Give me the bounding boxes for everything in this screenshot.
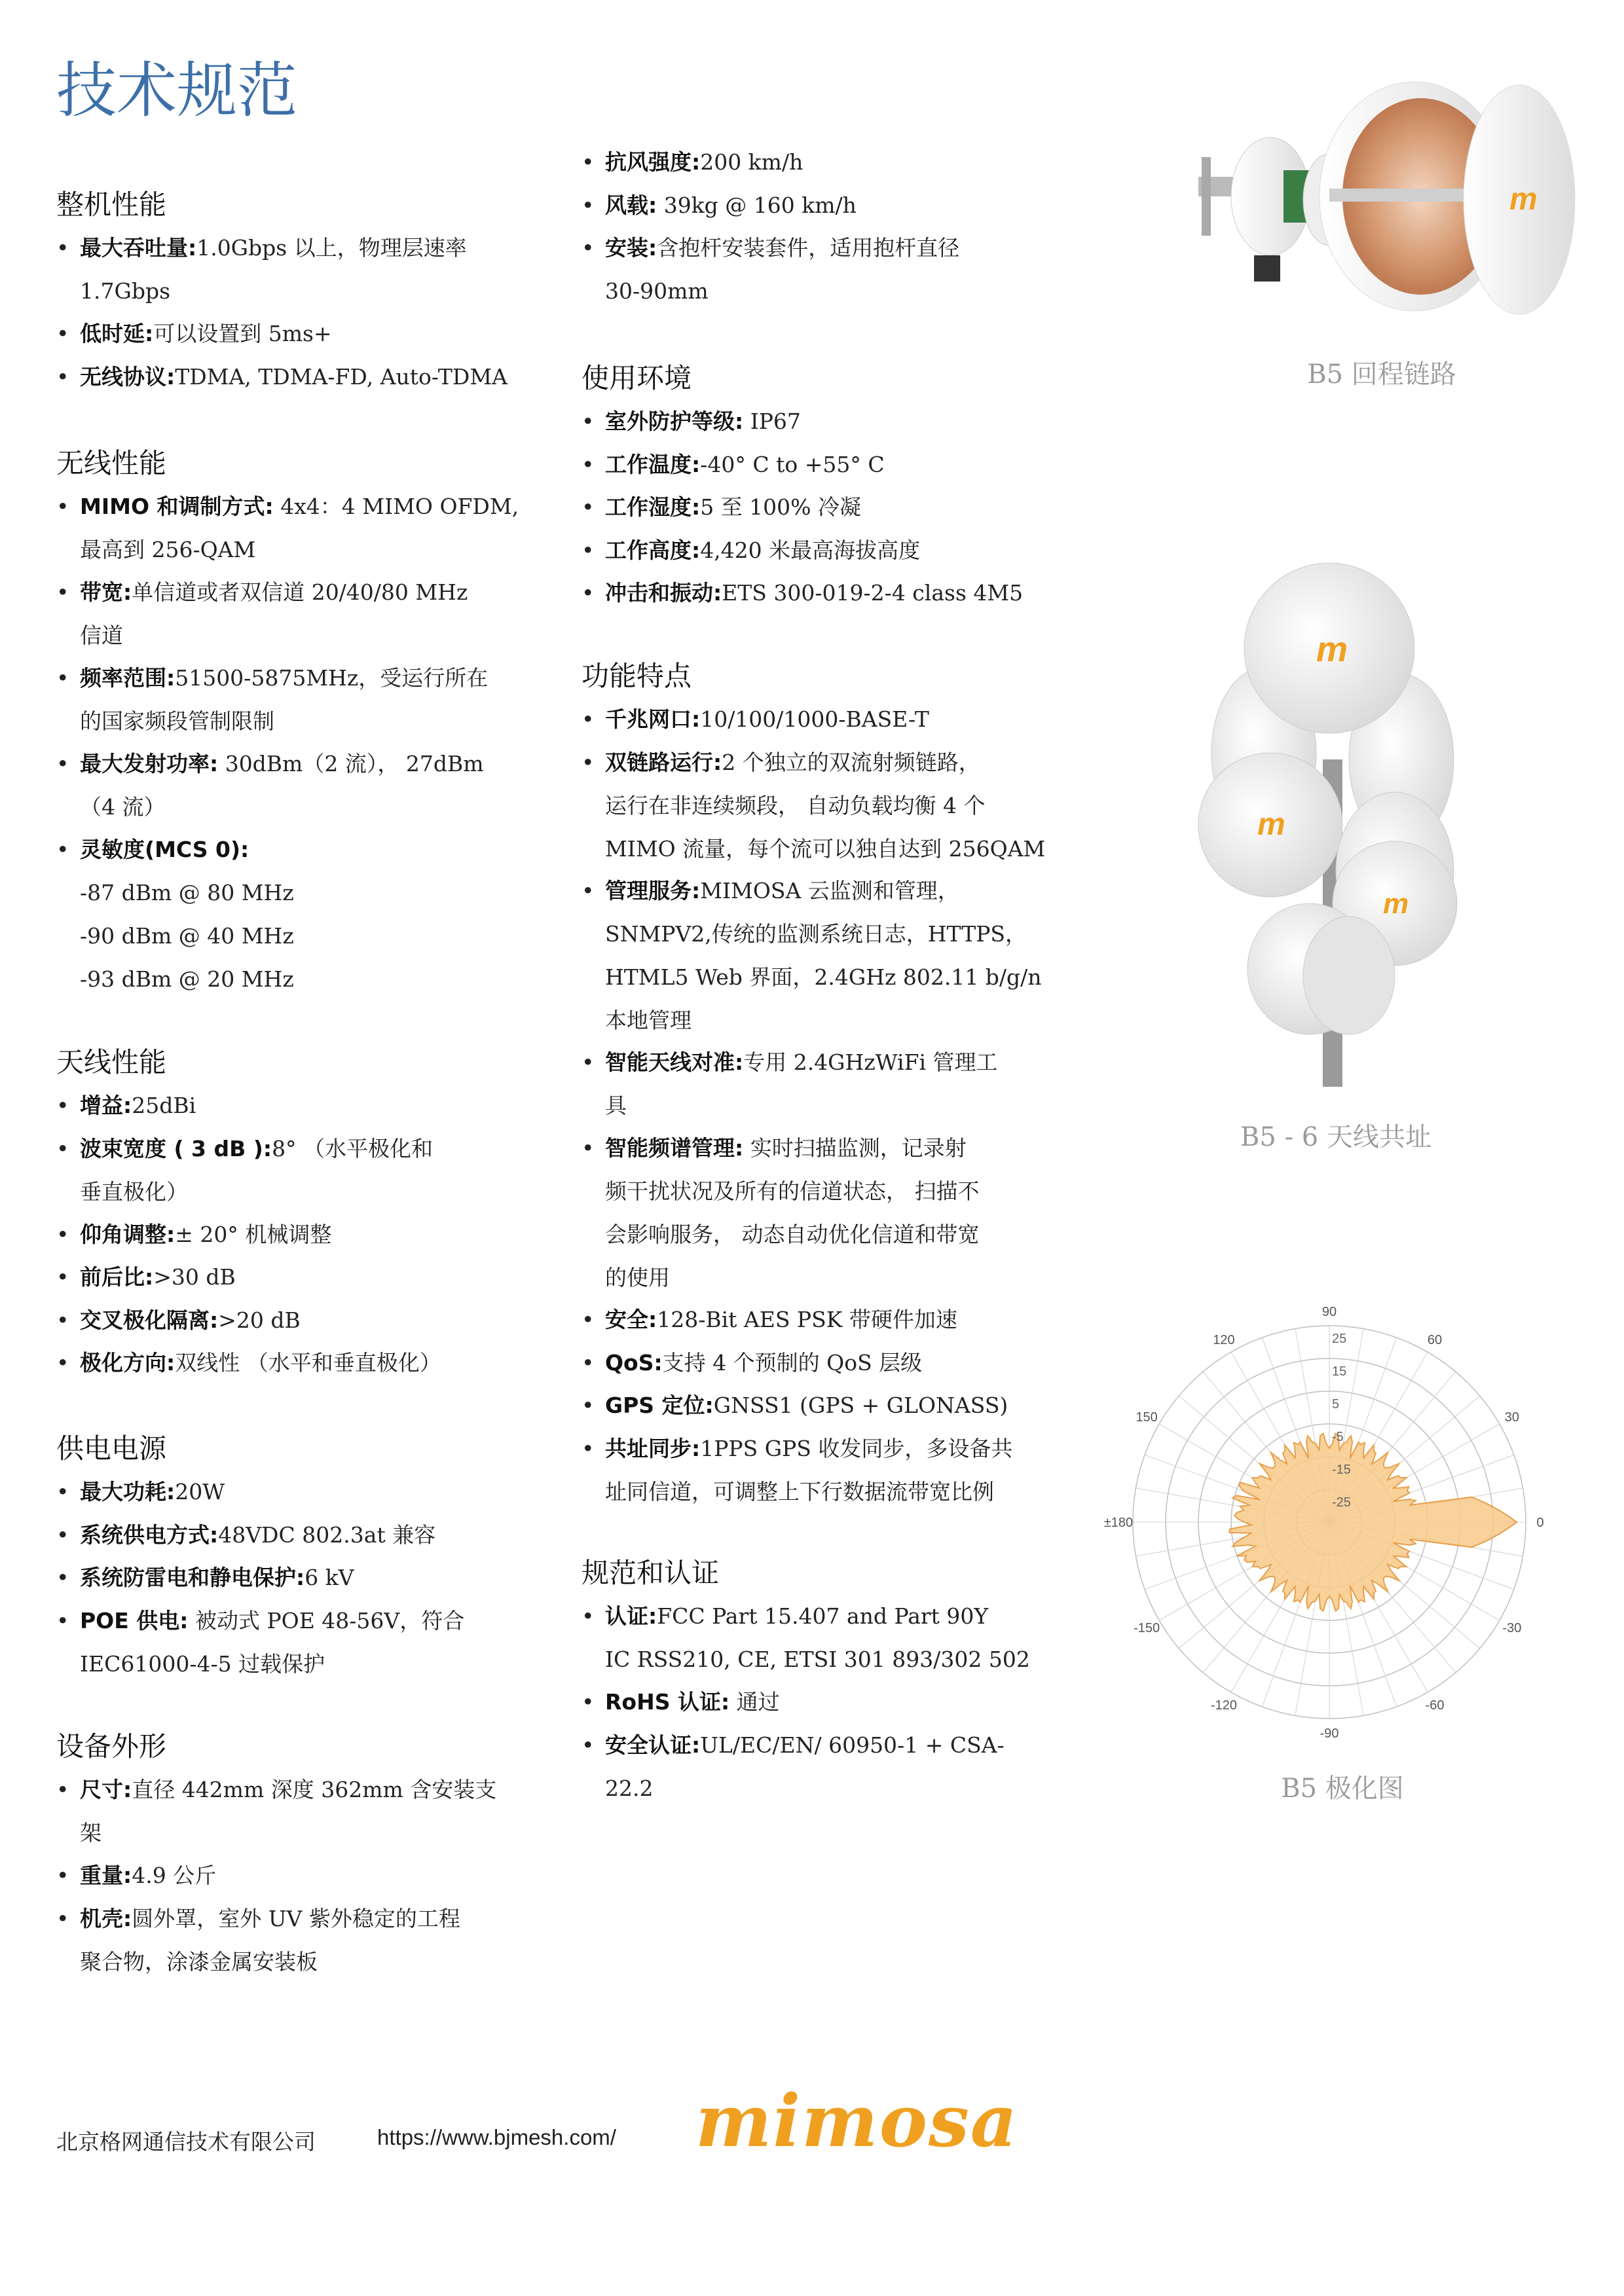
polar-radial-tick: -5	[1332, 1430, 1344, 1444]
spec-label: 工作湿度:	[605, 494, 701, 520]
bullet-icon: •	[56, 1522, 69, 1548]
mimosa-m-icon: m	[1509, 182, 1538, 217]
bullet-icon: •	[56, 494, 69, 519]
bullet-icon: •	[56, 1565, 69, 1590]
polar-angle-label: 60	[1427, 1333, 1443, 1348]
spec-item	[581, 1595, 1030, 1681]
spec-value: 4,420 米最高海拔高度	[700, 537, 921, 563]
polar-radial-tick: 5	[1332, 1397, 1340, 1412]
spec-label: 低时延:	[80, 321, 154, 346]
spec-value: -90 dBm @ 40 MHz	[80, 923, 294, 949]
bullet-icon: •	[581, 409, 595, 434]
spec-value: IC RSS210, CE, ETSI 301 893/302 502	[605, 1647, 1030, 1672]
spec-item	[581, 698, 929, 741]
spec-value: 支持 4 个预制的 QoS 层级	[662, 1349, 923, 1376]
spec-value: UL/EC/EN/ 60950-1 + CSA-	[700, 1732, 1005, 1758]
bullet-icon: •	[581, 1307, 595, 1332]
spec-value: 架	[80, 1820, 101, 1846]
spec-value: 48VDC 802.3at 兼容	[218, 1522, 436, 1548]
backhaul-antenna-image	[1179, 79, 1585, 327]
bullet-icon: •	[56, 1777, 69, 1802]
spec-label: QoS:	[605, 1349, 663, 1376]
spec-item	[56, 312, 332, 355]
spec-item	[56, 571, 468, 657]
bullet-icon: •	[56, 1607, 69, 1633]
spec-value: SNMPV2,传统的监测系统日志，HTTPS，	[605, 921, 1027, 947]
spec-label: 抗风强度:	[605, 149, 701, 175]
bullet-icon: •	[581, 1349, 595, 1376]
spec-item	[581, 741, 1045, 871]
bullet-icon: •	[581, 706, 595, 732]
spec-value: 本地管理	[605, 1008, 692, 1033]
section-title-power: 供电电源	[56, 1432, 167, 1465]
bullet-icon: •	[581, 1135, 595, 1161]
spec-value: 直径 442mm 深度 362mm 含安装支	[132, 1777, 497, 1802]
polar-radial-tick: -25	[1332, 1495, 1351, 1510]
polar-angle-label: -90	[1320, 1726, 1339, 1741]
svg-text:m: m	[1257, 807, 1285, 842]
spec-label: 重量:	[80, 1863, 132, 1888]
spec-label: 风载:	[605, 192, 657, 218]
spec-value: 4x4：4 MIMO OFDM,	[273, 494, 519, 519]
spec-label: 管理服务:	[605, 878, 701, 903]
spec-value: 具	[605, 1093, 627, 1118]
spec-value: 专用 2.4GHzWiFi 管理工	[743, 1049, 998, 1075]
spec-label: 室外防护等级:	[605, 409, 744, 434]
spec-label: 极化方向:	[80, 1350, 175, 1376]
spec-value: 10/100/1000-BASE-T	[700, 706, 929, 732]
bullet-icon: •	[56, 1863, 69, 1888]
spec-value: 会影响服务， 动态自动优化信道和带宽	[605, 1222, 980, 1247]
spec-value: 聚合物，涂漆金属安装板	[80, 1948, 318, 1975]
spec-label: 智能天线对准:	[605, 1049, 744, 1075]
bullet-icon: •	[581, 1049, 595, 1075]
spec-item	[581, 486, 861, 529]
spec-label: 智能频谱管理:	[605, 1135, 744, 1161]
bullet-icon: •	[56, 1093, 69, 1118]
spec-label: 尺寸:	[80, 1777, 132, 1802]
bullet-icon: •	[56, 363, 69, 390]
polar-angle-label: -120	[1210, 1698, 1238, 1713]
caption-backhaul: B5 回程链路	[1307, 359, 1456, 390]
spec-label: 最大功耗:	[80, 1479, 175, 1504]
spec-label: 系统供电方式:	[80, 1522, 219, 1548]
spec-value: 的国家频段管制限制	[80, 708, 274, 734]
spec-label: 冲击和振动:	[605, 580, 722, 606]
polar-radial-tick: 15	[1332, 1364, 1347, 1379]
polar-radial-tick: 25	[1332, 1332, 1347, 1346]
bullet-icon: •	[581, 192, 595, 218]
bullet-icon: •	[581, 451, 595, 477]
spec-item	[56, 485, 519, 572]
spec-label: 频率范围:	[80, 665, 175, 691]
spec-value: 128-Bit AES PSK 带硬件加速	[657, 1307, 957, 1332]
spec-value: 被动式 POE 48-56V，符合	[188, 1607, 465, 1633]
spec-value: 8° （水平极化和	[272, 1135, 434, 1161]
bullet-icon: •	[581, 1393, 595, 1418]
spec-label: 工作高度:	[605, 537, 701, 563]
bullet-icon: •	[56, 1264, 69, 1290]
spec-label: 安装:	[605, 235, 657, 261]
spec-item	[581, 1041, 998, 1127]
caption-colocation: B5 - 6 天线共址	[1240, 1122, 1431, 1152]
spec-value: IEC61000-4-5 过载保护	[80, 1650, 325, 1677]
spec-value: 圆外罩，室外 UV 紫外稳定的工程	[132, 1905, 460, 1931]
spec-label: 前后比:	[80, 1264, 154, 1290]
bullet-icon: •	[56, 1221, 69, 1247]
spec-item	[581, 1724, 1005, 1810]
spec-label: 机壳:	[80, 1905, 132, 1931]
spec-label: 认证:	[605, 1603, 657, 1629]
spec-label: RoHS 认证:	[605, 1689, 730, 1715]
spec-label: POE 供电:	[80, 1607, 189, 1633]
spec-item	[581, 141, 803, 184]
colocation-antenna-image	[1198, 563, 1473, 1106]
spec-item	[581, 572, 1023, 615]
spec-item	[56, 1514, 435, 1557]
polar-pattern-trace	[1230, 1433, 1517, 1611]
footer-company: 北京格网通信技术有限公司	[56, 2129, 316, 2155]
spec-label: 工作温度:	[605, 451, 701, 477]
spec-value: TDMA, TDMA-FD, Auto-TDMA	[175, 363, 507, 390]
spec-value: -87 dBm @ 80 MHz	[80, 880, 294, 905]
polar-angle-label: 30	[1504, 1410, 1519, 1425]
spec-item	[56, 828, 294, 1001]
spec-item	[581, 1298, 957, 1341]
spec-item	[56, 1213, 331, 1256]
spec-label: MIMO 和调制方式:	[80, 494, 274, 519]
section-title-features: 功能特点	[581, 660, 692, 692]
section-title-cert: 规范和认证	[581, 1557, 720, 1589]
spec-item	[56, 227, 467, 313]
spec-item	[581, 227, 959, 313]
spec-item	[56, 1256, 236, 1299]
spec-item	[581, 869, 1042, 1042]
bullet-icon: •	[581, 537, 595, 563]
page-title: 技术规范	[56, 56, 298, 126]
spec-item	[581, 529, 920, 572]
spec-value: >30 dB	[153, 1264, 236, 1290]
spec-value: 1PPS GPS 收发同步，多设备共	[700, 1435, 1013, 1461]
spec-value: 51500-5875MHz，受运行所在	[175, 665, 489, 691]
spec-value: 可以设置到 5ms+	[153, 321, 332, 346]
spec-value: ETS 300-019-2-4 class 4M5	[722, 580, 1024, 606]
spec-item	[581, 400, 801, 443]
bullet-icon: •	[581, 494, 595, 520]
spec-item	[56, 1127, 433, 1214]
section-title-wireless: 无线性能	[56, 447, 167, 479]
spec-value: ± 20° 机械调整	[175, 1221, 332, 1247]
spec-item	[581, 443, 885, 486]
spec-label: 安全认证:	[605, 1732, 701, 1758]
spec-item	[56, 1556, 354, 1599]
bullet-icon: •	[581, 1689, 595, 1715]
spec-item	[56, 1341, 441, 1385]
spec-item	[56, 1599, 464, 1686]
spec-item	[581, 184, 857, 227]
spec-label: 安全:	[605, 1307, 657, 1332]
bullet-icon: •	[581, 580, 595, 606]
polar-pattern-chart	[1103, 1296, 1545, 1741]
spec-label: 灵敏度(MCS 0):	[80, 837, 249, 862]
bullet-icon: •	[56, 837, 69, 862]
spec-value: 信道	[80, 623, 123, 648]
bullet-icon: •	[581, 878, 595, 903]
spec-value: -40° C to +55° C	[700, 451, 885, 477]
bullet-icon: •	[581, 149, 595, 175]
svg-text:m: m	[1316, 630, 1348, 669]
spec-item	[56, 1897, 460, 1984]
section-title-overall: 整机性能	[56, 189, 167, 221]
spec-item	[56, 657, 488, 743]
polar-angle-label: 150	[1135, 1410, 1158, 1425]
bullet-icon: •	[56, 1307, 69, 1333]
spec-value: MIMO 流量，每个流可以独自达到 256QAM	[605, 835, 1046, 862]
polar-angle-label: -60	[1425, 1698, 1445, 1713]
spec-value: （4 流）	[80, 794, 166, 820]
polar-radial-tick: -15	[1332, 1463, 1351, 1477]
spec-value: 25dBi	[132, 1093, 196, 1118]
spec-label: 增益:	[80, 1093, 132, 1118]
spec-item	[581, 1681, 780, 1724]
spec-label: 最大吞吐量:	[80, 235, 197, 261]
spec-label: 共址同步:	[605, 1435, 701, 1461]
spec-item	[56, 1084, 196, 1127]
spec-label: 最大发射功率:	[80, 751, 219, 776]
spec-label: 交叉极化隔离:	[80, 1307, 219, 1333]
spec-value: FCC Part 15.407 and Part 90Y	[657, 1603, 989, 1629]
svg-text:m: m	[1383, 888, 1409, 920]
caption-polar: B5 极化图	[1281, 1774, 1404, 1804]
spec-value: -93 dBm @ 20 MHz	[80, 966, 294, 992]
bullet-icon: •	[56, 579, 69, 605]
spec-value: 频干扰状况及所有的信道状态， 扫描不	[605, 1178, 980, 1204]
bullet-icon: •	[581, 235, 595, 261]
spec-value: 最高到 256-QAM	[80, 537, 256, 562]
spec-value: 20W	[175, 1479, 225, 1504]
bullet-icon: •	[581, 1435, 595, 1461]
spec-item	[581, 1427, 1012, 1514]
spec-item	[56, 742, 483, 829]
spec-value: 5 至 100% 冷凝	[700, 494, 862, 520]
spec-value: 4.9 公斤	[132, 1863, 217, 1888]
spec-value: 单信道或者双信道 20/40/80 MHz	[132, 579, 468, 605]
spec-value: 实时扫描监测，记录射	[743, 1135, 967, 1161]
spec-item	[56, 1854, 216, 1897]
bullet-icon: •	[581, 749, 595, 775]
spec-item	[56, 1768, 496, 1855]
spec-label: 系统防雷电和静电保护:	[80, 1565, 305, 1590]
spec-label: 波束宽度 ( 3 dB ):	[80, 1135, 272, 1161]
polar-angle-label: -30	[1502, 1621, 1522, 1635]
spec-value: 垂直极化）	[80, 1178, 188, 1205]
polar-angle-label: 120	[1213, 1333, 1235, 1348]
section-title-antenna: 天线性能	[56, 1046, 167, 1078]
spec-value: 运行在非连续频段， 自动负载均衡 4 个	[605, 792, 986, 818]
bullet-icon: •	[56, 751, 69, 776]
mimosa-logo: mimosa	[695, 2079, 1019, 2163]
spec-label: 无线协议:	[80, 363, 175, 390]
bullet-icon: •	[56, 1135, 69, 1161]
spec-value: 含抱杆安装套件，适用抱杆直径	[657, 235, 960, 261]
spec-label: 仰角调整:	[80, 1221, 175, 1247]
spec-item	[581, 1127, 980, 1300]
bullet-icon: •	[56, 1479, 69, 1504]
spec-value: 2 个独立的双流射频链路，	[722, 749, 980, 775]
section-title-env: 使用环境	[581, 362, 692, 394]
spec-value: HTML5 Web 界面，2.4GHz 802.11 b/g/n	[605, 964, 1042, 990]
polar-angle-label: 0	[1536, 1516, 1544, 1530]
spec-value: 址同信道，可调整上下行数据流带宽比例	[605, 1478, 994, 1504]
spec-value: 的使用	[605, 1265, 670, 1290]
polar-angle-label: 90	[1321, 1305, 1337, 1319]
bullet-icon: •	[581, 1732, 595, 1758]
bullet-icon: •	[56, 1350, 69, 1376]
spec-value: IP67	[743, 409, 801, 434]
bullet-icon: •	[581, 1603, 595, 1629]
spec-label: GPS 定位:	[605, 1393, 714, 1418]
spec-value: MIMOSA 云监测和管理，	[700, 878, 959, 903]
spec-item	[581, 1341, 922, 1385]
spec-value: 39kg @ 160 km/h	[657, 192, 857, 218]
spec-value: 1.0Gbps 以上，物理层速率	[196, 235, 467, 261]
bullet-icon: •	[56, 665, 69, 691]
spec-item	[581, 1384, 1008, 1427]
spec-value: 双线性 （水平和垂直极化）	[175, 1350, 441, 1376]
spec-label: 双链路运行:	[605, 749, 722, 775]
spec-label: 带宽:	[80, 579, 132, 605]
spec-value: 30dBm（2 流）， 27dBm	[218, 751, 484, 776]
spec-value: 1.7Gbps	[80, 278, 171, 304]
spec-value: GNSS1 (GPS + GLONASS)	[713, 1393, 1008, 1418]
footer-url[interactable]: https://www.bjmesh.com/	[377, 2125, 616, 2149]
spec-item	[56, 1470, 225, 1514]
spec-value: 200 km/h	[700, 149, 803, 175]
spec-value: 6 kV	[304, 1565, 354, 1590]
spec-item	[56, 1299, 301, 1342]
spec-item	[56, 355, 507, 399]
spec-value: 通过	[729, 1689, 780, 1715]
spec-value: 22.2	[605, 1775, 654, 1801]
spec-label: 千兆网口:	[605, 706, 701, 732]
bullet-icon: •	[56, 235, 69, 261]
section-title-form: 设备外形	[56, 1730, 167, 1762]
bullet-icon: •	[56, 1905, 69, 1931]
bullet-icon: •	[56, 321, 69, 346]
spec-value: 30-90mm	[605, 278, 709, 304]
spec-value: >20 dB	[218, 1307, 301, 1333]
polar-angle-label: ±180	[1103, 1516, 1134, 1530]
polar-angle-label: -150	[1134, 1621, 1160, 1635]
